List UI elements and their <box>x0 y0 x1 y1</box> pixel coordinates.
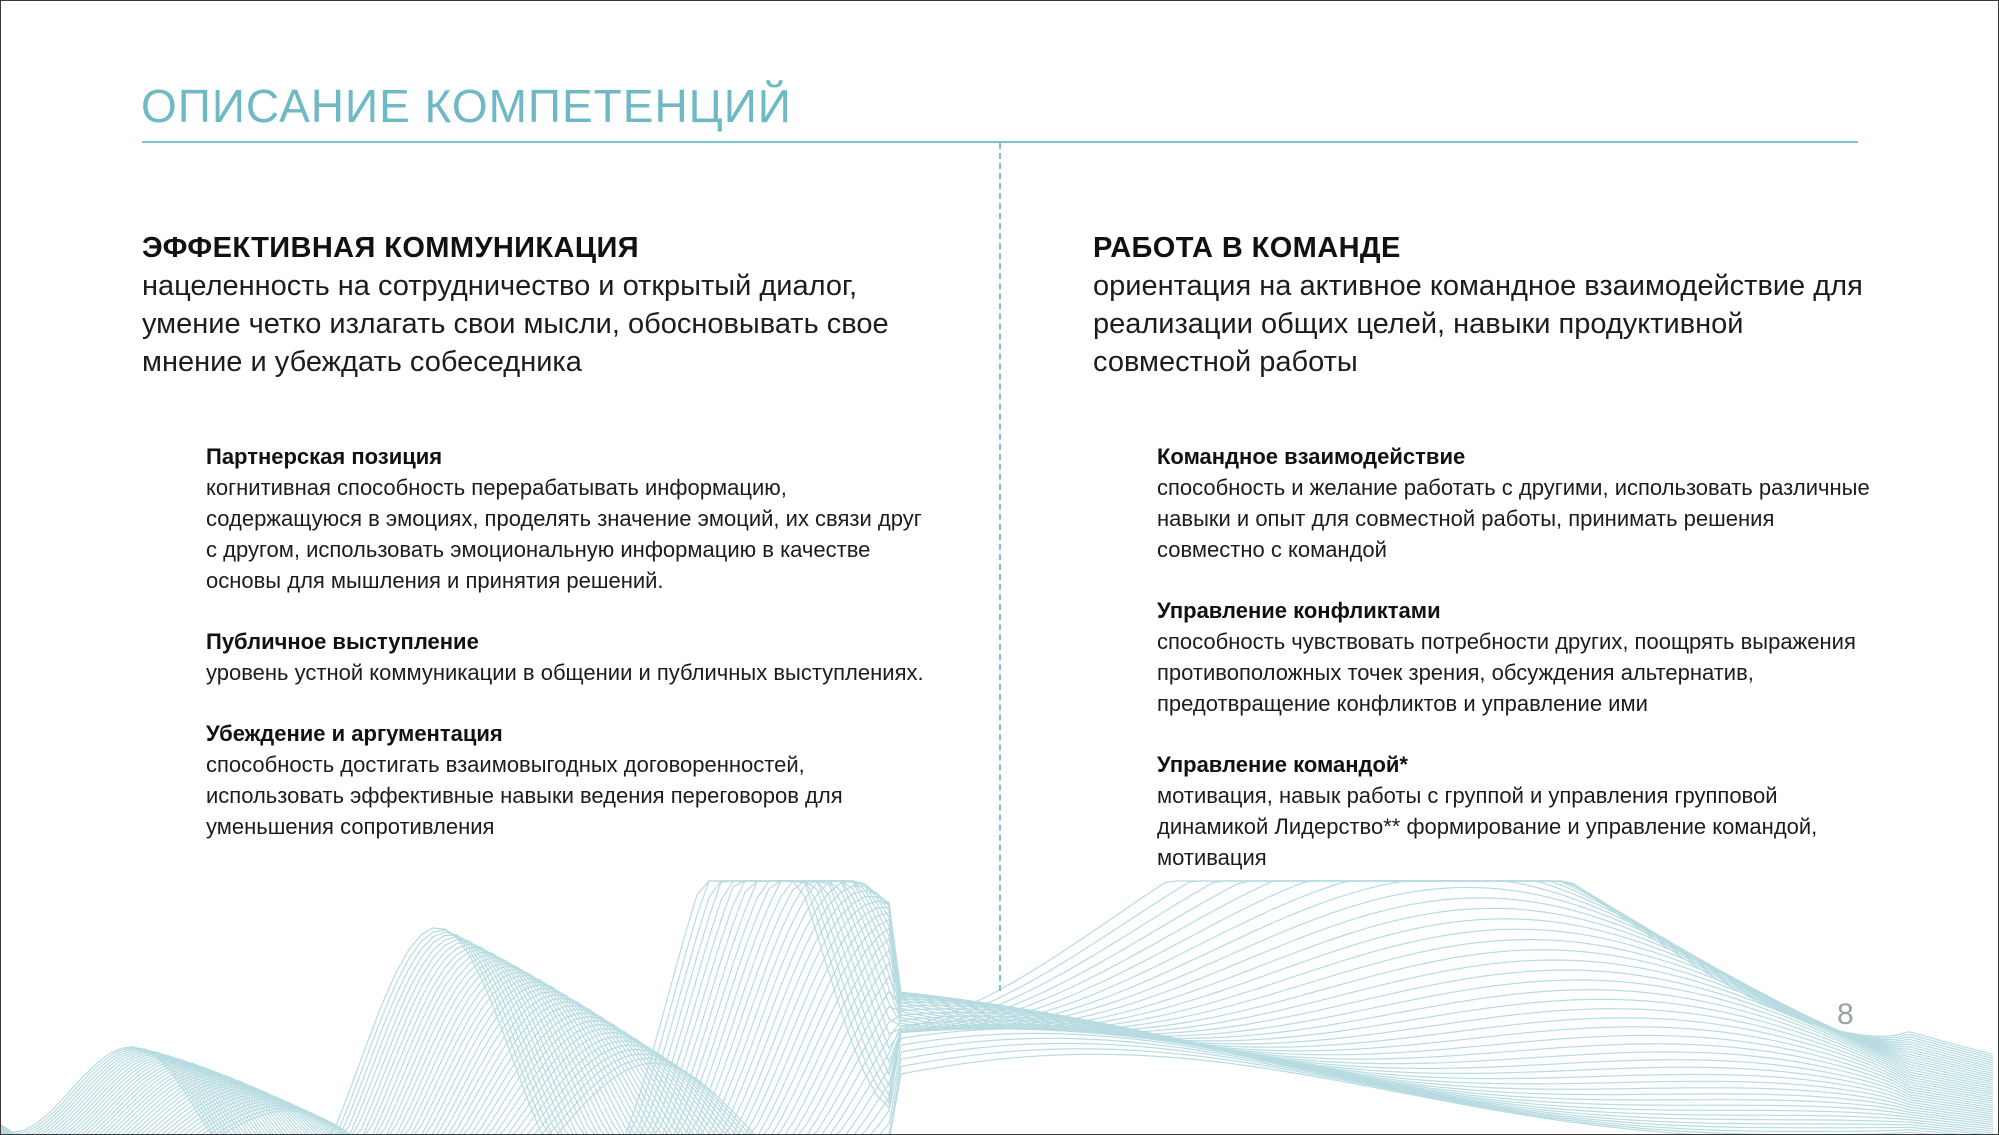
page-title: ОПИСАНИЕ КОМПЕТЕНЦИЙ <box>141 80 792 132</box>
subcompetency-item <box>1157 749 1877 873</box>
subcompetency-list <box>206 441 926 872</box>
subcompetency-text: способность достигать взаимовыгодных договоренностей, использовать эффективные навыки ведения переговоров для уменьшения сопротивления <box>206 752 843 839</box>
competency-heading: РАБОТА В КОМАНДЕ <box>1093 232 1401 264</box>
subcompetency-title: Командное взаимодействие <box>1157 444 1466 469</box>
subcompetency-list <box>1157 441 1877 903</box>
subcompetency-text: уровень устной коммуникации в общении и публичных выступлениях. <box>206 660 924 685</box>
subcompetency-item <box>206 718 926 842</box>
subcompetency-item <box>1157 595 1877 719</box>
competency-communication <box>142 229 942 839</box>
subcompetency-title: Управление конфликтами <box>1157 598 1441 623</box>
wave-line <box>1 1012 1993 1135</box>
subcompetency-title: Партнерская позиция <box>206 444 443 469</box>
subcompetency-text: когнитивная способность перерабатывать информацию, содержащуюся в эмоциях, проделять значение эмоций, их связи друг с другом, использовать эмоциональную информацию в качестве основы для мышления и принятия решений. <box>206 475 922 593</box>
column-divider <box>999 143 1001 991</box>
subcompetency-item <box>1157 441 1877 565</box>
subcompetency-text: способность чувствовать потребности других, поощрять выражения противоположных точек зрения, обсуждения альтернатив, предотвращение конфликтов и управление ими <box>1157 629 1856 716</box>
subcompetency-title: Публичное выступление <box>206 629 479 654</box>
subcompetency-text: способность и желание работать с другими, использовать различные навыки и опыт для совместной работы, принимать решения совместно с командой <box>1157 475 1870 562</box>
subcompetency-title: Управление командой* <box>1157 752 1408 777</box>
competency-heading: ЭФФЕКТИВНАЯ КОММУНИКАЦИЯ <box>142 232 639 264</box>
page-number: 8 <box>1837 998 1854 1031</box>
subcompetency-text: мотивация, навык работы с группой и управления групповой динамикой Лидерство** формирование и управление командой, мотивация <box>1157 783 1818 870</box>
subcompetency-title: Убеждение и аргументация <box>206 721 503 746</box>
subcompetency-item <box>206 626 926 688</box>
competency-description: нацеленность на сотрудничество и открытый диалог, умение четко излагать свои мысли, обосновывать свое мнение и убеждать собеседника <box>142 270 889 378</box>
competency-teamwork <box>1093 229 1893 870</box>
wave-line <box>1 1049 1993 1135</box>
competency-description: ориентация на активное командное взаимодействие для реализации общих целей, навыки продуктивной совместной работы <box>1093 270 1863 378</box>
subcompetency-item <box>206 441 926 596</box>
